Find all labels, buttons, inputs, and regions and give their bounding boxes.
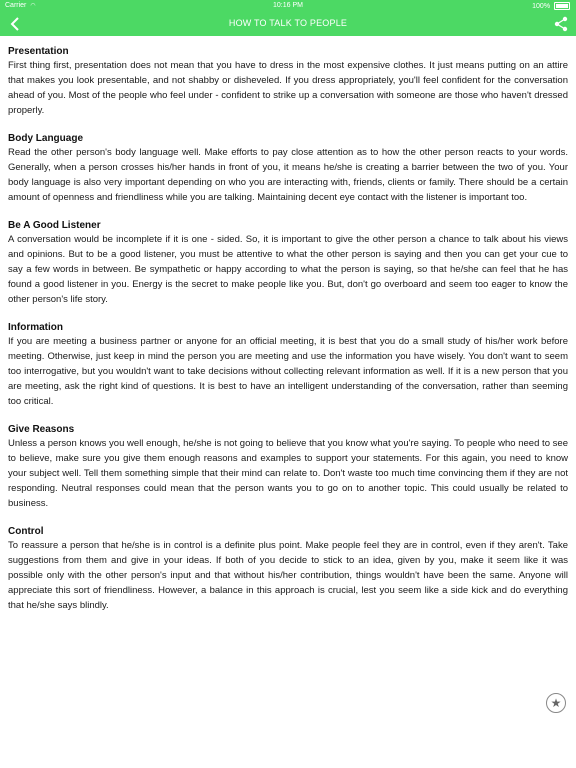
section-body: A conversation would be incomplete if it is one - sided. So, it is important to give the other person a chance to talk about his views and opinions. But to be a good listener, you must be attentive to what the other person is saying and then you can get your cue to say a few words in between. Be sympathetic or happy according to what the person is saying, so that he/she can feel that he has found a good listener in you. Energy is the secret to make people like you. But, don't go overboard and seem too eager to know the other person's life story. (8, 234, 568, 305)
section-heading: Control (8, 526, 44, 537)
section-heading: Be A Good Listener (8, 220, 101, 231)
page-title: HOW TO TALK TO PEOPLE (228, 18, 348, 28)
battery-icon (554, 2, 570, 10)
section-body-language (8, 132, 568, 205)
wifi-icon: ◠ (30, 3, 36, 9)
section-body: If you are meeting a business partner or anyone for an official meeting, it is best that you do a small study of his/her work before meeting. Otherwise, just keep in mind the person you are meeting and use the information you have wisely. You don't want to seem too interrogative, but you wouldn't want to take decisions without collecting relevant information as well. If it is a new person that you are meeting, ask the right kind of questions. It is best to have an intelligent understanding of the conversation, rather than seeming too critical. (8, 336, 568, 407)
section-heading: Presentation (8, 46, 69, 57)
nav-bar (0, 12, 576, 36)
section-body: To reassure a person that he/she is in control is a definite plus point. Make people feel they are in control, even if they aren't. Take suggestions from them and give in your ideas. If both of you decide to stick to an idea, given by you, make it seem like it was possible only with the other person's input and that without his/her contribution, things wouldn't have been the same. Anyone will appreciate this sort of friendliness. However, a balance in this approach is crucial, lest you seem like a side kick and do everything that he/she says blindly. (8, 540, 568, 611)
section-body: Unless a person knows you well enough, he/she is not going to believe that you know what you're saying. To people who need to see to believe, make sure you give them enough reasons and examples to support your statements. For this again, you need to know your subject well. Tell them something simple that their mind can relate to. Don't waste too much time convincing them if they are not responding. Neutral responses could mean that the person wants you to go on to another topic. This could usually be related to business. (8, 438, 568, 509)
section-body: Read the other person's body language well. Make efforts to pay close attention as to how the other person reacts to your words. Generally, when a person crosses his/her hands in front of you, it means he/she is creating a barrier between the two of you. Your body language is also very important depending on who you are interacting with, friends, clients or family. There should be a certain amount of openness and friendliness while you are talking. Maintaining decent eye contact with the listener is important too. (8, 147, 568, 203)
carrier-text: Carrier (5, 2, 27, 9)
section-presentation (8, 45, 568, 118)
section-give-reasons (8, 423, 568, 511)
section-heading: Body Language (8, 133, 84, 144)
section-control (8, 525, 568, 613)
section-heading: Give Reasons (8, 424, 75, 435)
battery-text: 100% (532, 2, 551, 10)
share-icon (554, 16, 568, 32)
section-be-a-good-listener (8, 219, 568, 307)
section-information (8, 321, 568, 409)
article-content[interactable] (8, 45, 568, 627)
section-heading: Information (8, 322, 63, 333)
section-body: First thing first, presentation does not mean that you have to dress in the most expensive clothes. It just means putting on an attire that makes you look presentable, and not shabby or disheveled. If you dress appropriately, you'll feel confident for the conversation ahead of you. Most of the people who feel under - confident to strike up a conversation with someone are those who haven't dressed properly. (8, 60, 568, 116)
battery-indicator (532, 2, 570, 10)
star-icon: ★ (550, 696, 562, 710)
share-button[interactable] (554, 16, 568, 32)
status-bar (0, 0, 576, 12)
favorite-button[interactable] (546, 693, 566, 713)
status-time: 10:16 PM (273, 2, 303, 9)
